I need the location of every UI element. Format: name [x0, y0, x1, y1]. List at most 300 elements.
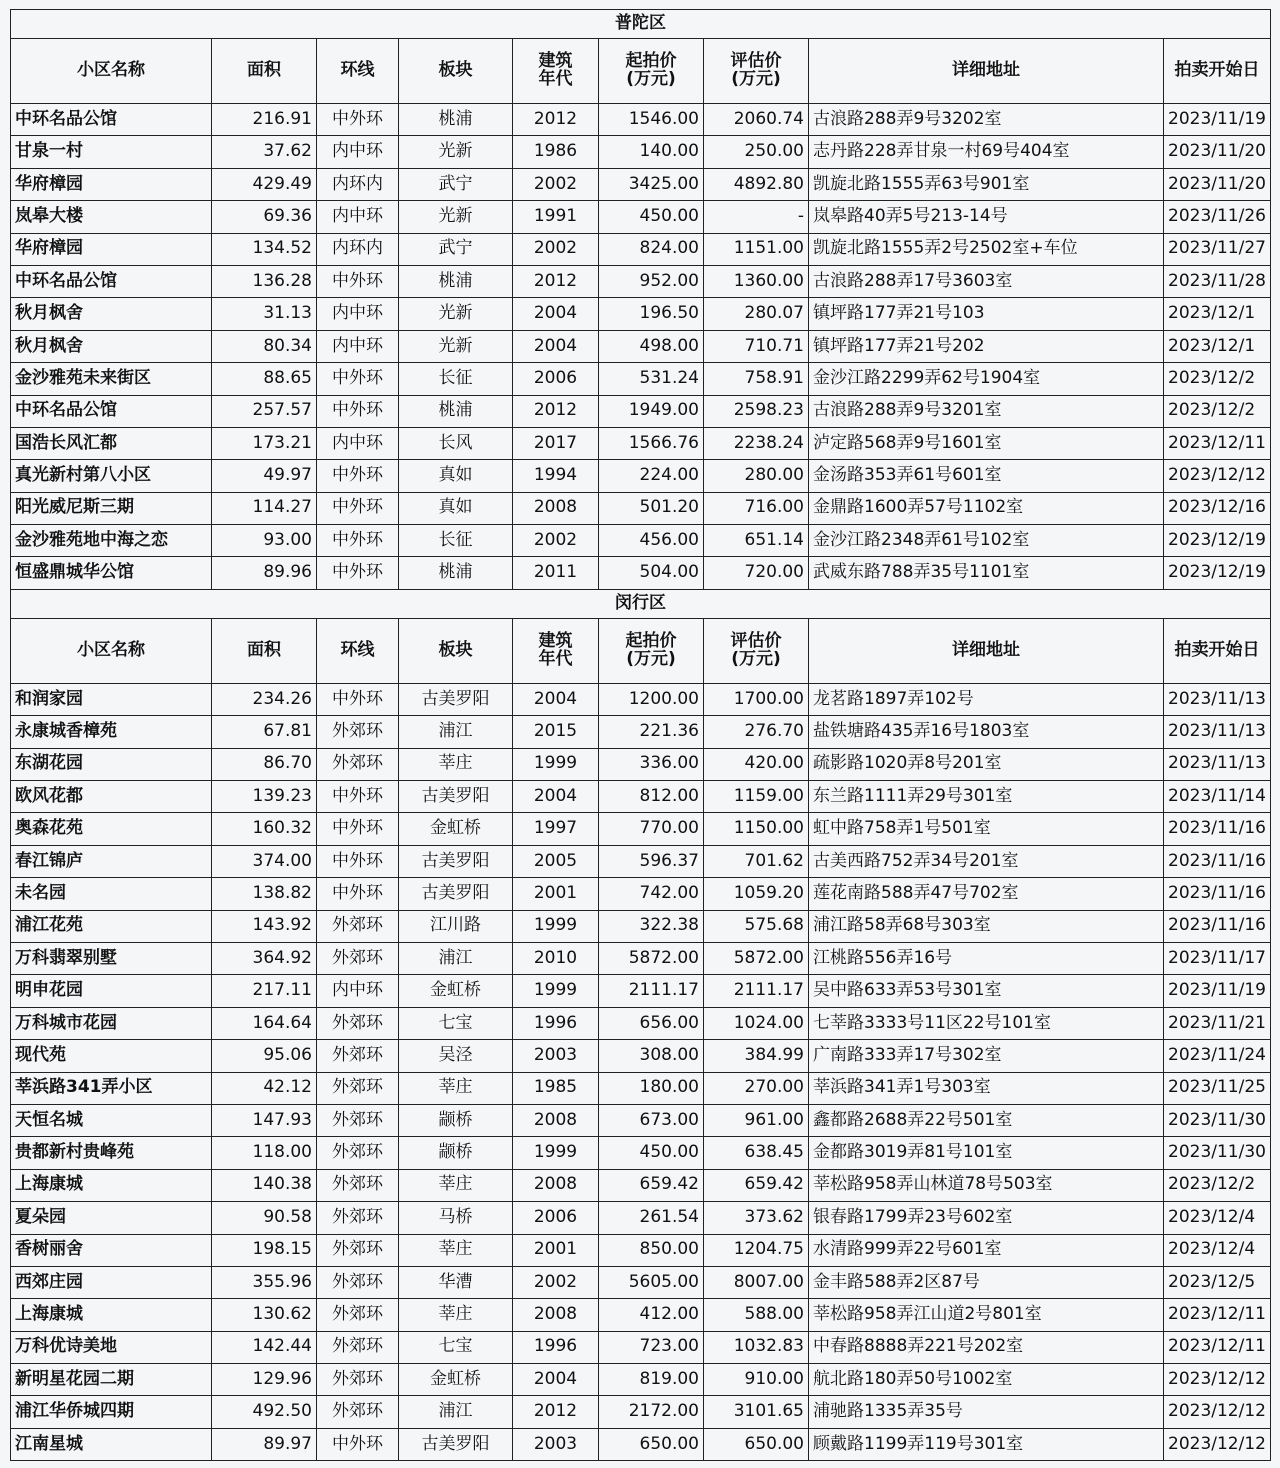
ring-road-cell: 中外环 [317, 265, 399, 297]
auction-start-date-cell: 2023/11/16 [1164, 910, 1271, 942]
address-cell: 金汤路353弄61号601室 [809, 460, 1164, 492]
sector-cell: 桃浦 [399, 557, 513, 589]
table-row [11, 330, 1271, 362]
build-year-cell: 2001 [513, 878, 599, 910]
community-name-cell: 现代苑 [11, 1040, 212, 1072]
build-year-cell: 2006 [513, 1202, 599, 1234]
sector-cell: 莘庄 [399, 748, 513, 780]
community-name-cell: 香树丽舍 [11, 1234, 212, 1266]
start-price-cell: 5605.00 [599, 1266, 704, 1298]
auction-start-date-cell: 2023/11/19 [1164, 975, 1271, 1007]
community-name-cell: 阳光威尼斯三期 [11, 492, 212, 524]
address-cell: 古浪路288弄9号3202室 [809, 104, 1164, 136]
appraisal-price-cell: 701.62 [704, 845, 809, 877]
auction-start-date-cell: 2023/11/16 [1164, 878, 1271, 910]
table-row [11, 1234, 1271, 1266]
sector-cell: 真如 [399, 492, 513, 524]
sector-cell: 浦江 [399, 716, 513, 748]
ring-road-cell: 外郊环 [317, 1169, 399, 1201]
auction-start-date-cell: 2023/12/12 [1164, 460, 1271, 492]
appraisal-price-cell: 720.00 [704, 557, 809, 589]
address-cell: 武威东路788弄35号1101室 [809, 557, 1164, 589]
area-cell: 492.50 [212, 1396, 317, 1428]
address-cell: 虹中路758弄1号501室 [809, 813, 1164, 845]
sector-cell: 莘庄 [399, 1169, 513, 1201]
area-cell: 374.00 [212, 845, 317, 877]
ring-road-cell: 中外环 [317, 781, 399, 813]
table-row [11, 557, 1271, 589]
community-name-cell: 贵都新村贵峰苑 [11, 1137, 212, 1169]
area-cell: 88.65 [212, 363, 317, 395]
sector-cell: 古美罗阳 [399, 845, 513, 877]
area-cell: 134.52 [212, 233, 317, 265]
start-price-cell: 770.00 [599, 813, 704, 845]
column-header-start-price: 起拍价 (万元) [599, 39, 704, 104]
build-year-cell: 2004 [513, 298, 599, 330]
start-price-cell: 261.54 [599, 1202, 704, 1234]
appraisal-price-cell: 280.07 [704, 298, 809, 330]
sector-cell: 吴泾 [399, 1040, 513, 1072]
sector-cell: 光新 [399, 330, 513, 362]
start-price-cell: 196.50 [599, 298, 704, 330]
community-name-cell: 欧风花都 [11, 781, 212, 813]
build-year-cell: 2002 [513, 168, 599, 200]
community-name-cell: 中环名品公馆 [11, 104, 212, 136]
column-header-sector: 板块 [399, 618, 513, 683]
ring-road-cell: 中外环 [317, 878, 399, 910]
ring-road-cell: 中外环 [317, 557, 399, 589]
column-header-community-name: 小区名称 [11, 39, 212, 104]
address-cell: 古浪路288弄17号3603室 [809, 265, 1164, 297]
table-row [11, 683, 1271, 715]
address-cell: 七莘路3333号11区22号101室 [809, 1007, 1164, 1039]
appraisal-price-cell: 961.00 [704, 1104, 809, 1136]
auction-start-date-cell: 2023/12/12 [1164, 1396, 1271, 1428]
table-row [11, 910, 1271, 942]
table-row [11, 1137, 1271, 1169]
ring-road-cell: 外郊环 [317, 716, 399, 748]
table-row [11, 1202, 1271, 1234]
sector-cell: 华漕 [399, 1266, 513, 1298]
build-year-cell: 2003 [513, 1040, 599, 1072]
build-year-cell: 1997 [513, 813, 599, 845]
table-row [11, 813, 1271, 845]
area-cell: 136.28 [212, 265, 317, 297]
start-price-cell: 650.00 [599, 1428, 704, 1460]
auction-listing-sheet [10, 9, 1270, 1461]
auction-start-date-cell: 2023/12/4 [1164, 1202, 1271, 1234]
auction-start-date-cell: 2023/11/17 [1164, 942, 1271, 974]
area-cell: 429.49 [212, 168, 317, 200]
start-price-cell: 673.00 [599, 1104, 704, 1136]
appraisal-price-cell: 2238.24 [704, 427, 809, 459]
address-cell: 金鼎路1600弄57号1102室 [809, 492, 1164, 524]
build-year-cell: 2003 [513, 1428, 599, 1460]
column-header-sector: 板块 [399, 39, 513, 104]
ring-road-cell: 外郊环 [317, 1364, 399, 1396]
community-name-cell: 和润家园 [11, 683, 212, 715]
start-price-cell: 1566.76 [599, 427, 704, 459]
address-cell: 金都路3019弄81号101室 [809, 1137, 1164, 1169]
address-cell: 广南路333弄17号302室 [809, 1040, 1164, 1072]
build-year-cell: 2012 [513, 104, 599, 136]
start-price-cell: 850.00 [599, 1234, 704, 1266]
area-cell: 89.96 [212, 557, 317, 589]
table-row [11, 1104, 1271, 1136]
community-name-cell: 中环名品公馆 [11, 395, 212, 427]
address-cell: 金沙江路2348弄61号102室 [809, 525, 1164, 557]
table-row [11, 1364, 1271, 1396]
community-name-cell: 未名园 [11, 878, 212, 910]
area-cell: 114.27 [212, 492, 317, 524]
auction-start-date-cell: 2023/11/19 [1164, 104, 1271, 136]
address-cell: 东兰路1111弄29号301室 [809, 781, 1164, 813]
address-cell: 莲花南路588弄47号702室 [809, 878, 1164, 910]
community-name-cell: 浦江花苑 [11, 910, 212, 942]
start-price-cell: 596.37 [599, 845, 704, 877]
area-cell: 31.13 [212, 298, 317, 330]
column-header-auction-start-date: 拍卖开始日 [1164, 618, 1271, 683]
table-row [11, 233, 1271, 265]
ring-road-cell: 中外环 [317, 395, 399, 427]
column-header-appraisal-price: 评估价 (万元) [704, 39, 809, 104]
start-price-cell: 456.00 [599, 525, 704, 557]
build-year-cell: 2010 [513, 942, 599, 974]
column-header-row [11, 39, 1271, 104]
sector-cell: 桃浦 [399, 104, 513, 136]
table-row [11, 1169, 1271, 1201]
address-cell: 顾戴路1199弄119号301室 [809, 1428, 1164, 1460]
area-cell: 80.34 [212, 330, 317, 362]
appraisal-price-cell: - [704, 201, 809, 233]
address-cell: 龙茗路1897弄102号 [809, 683, 1164, 715]
community-name-cell: 秋月枫舍 [11, 330, 212, 362]
appraisal-price-cell: 4892.80 [704, 168, 809, 200]
area-cell: 37.62 [212, 136, 317, 168]
address-cell: 泸定路568弄9号1601室 [809, 427, 1164, 459]
auction-start-date-cell: 2023/11/25 [1164, 1072, 1271, 1104]
ring-road-cell: 内中环 [317, 201, 399, 233]
build-year-cell: 2012 [513, 395, 599, 427]
address-cell: 镇坪路177弄21号202 [809, 330, 1164, 362]
appraisal-price-cell: 2598.23 [704, 395, 809, 427]
appraisal-price-cell: 8007.00 [704, 1266, 809, 1298]
appraisal-price-cell: 716.00 [704, 492, 809, 524]
address-cell: 古浪路288弄9号3201室 [809, 395, 1164, 427]
build-year-cell: 2012 [513, 1396, 599, 1428]
start-price-cell: 498.00 [599, 330, 704, 362]
ring-road-cell: 外郊环 [317, 1072, 399, 1104]
address-cell: 银春路1799弄23号602室 [809, 1202, 1164, 1234]
sector-cell: 江川路 [399, 910, 513, 942]
ring-road-cell: 外郊环 [317, 1202, 399, 1234]
sector-cell: 光新 [399, 201, 513, 233]
auction-start-date-cell: 2023/11/13 [1164, 716, 1271, 748]
start-price-cell: 221.36 [599, 716, 704, 748]
table-row [11, 1040, 1271, 1072]
community-name-cell: 金沙雅苑地中海之恋 [11, 525, 212, 557]
build-year-cell: 2002 [513, 525, 599, 557]
start-price-cell: 656.00 [599, 1007, 704, 1039]
address-cell: 鑫都路2688弄22号501室 [809, 1104, 1164, 1136]
sector-cell: 浦江 [399, 942, 513, 974]
table-row [11, 363, 1271, 395]
build-year-cell: 2002 [513, 1266, 599, 1298]
address-cell: 吴中路633弄53号301室 [809, 975, 1164, 1007]
ring-road-cell: 外郊环 [317, 1266, 399, 1298]
column-header-area: 面积 [212, 39, 317, 104]
address-cell: 岚皋路40弄5号213-14号 [809, 201, 1164, 233]
community-name-cell: 岚皋大楼 [11, 201, 212, 233]
address-cell: 古美西路752弄34号201室 [809, 845, 1164, 877]
ring-road-cell: 内环内 [317, 233, 399, 265]
build-year-cell: 2012 [513, 265, 599, 297]
ring-road-cell: 内中环 [317, 330, 399, 362]
sector-cell: 古美罗阳 [399, 683, 513, 715]
area-cell: 67.81 [212, 716, 317, 748]
sector-cell: 长征 [399, 363, 513, 395]
address-cell: 盐铁塘路435弄16号1803室 [809, 716, 1164, 748]
start-price-cell: 180.00 [599, 1072, 704, 1104]
area-cell: 147.93 [212, 1104, 317, 1136]
auction-start-date-cell: 2023/12/16 [1164, 492, 1271, 524]
community-name-cell: 上海康城 [11, 1169, 212, 1201]
table-row [11, 1072, 1271, 1104]
community-name-cell: 莘浜路341弄小区 [11, 1072, 212, 1104]
build-year-cell: 2005 [513, 845, 599, 877]
area-cell: 139.23 [212, 781, 317, 813]
appraisal-price-cell: 250.00 [704, 136, 809, 168]
appraisal-price-cell: 650.00 [704, 1428, 809, 1460]
appraisal-price-cell: 1150.00 [704, 813, 809, 845]
build-year-cell: 2008 [513, 492, 599, 524]
auction-start-date-cell: 2023/11/26 [1164, 201, 1271, 233]
build-year-cell: 2004 [513, 781, 599, 813]
ring-road-cell: 外郊环 [317, 1396, 399, 1428]
column-header-start-price: 起拍价 (万元) [599, 618, 704, 683]
sector-cell: 光新 [399, 136, 513, 168]
appraisal-price-cell: 651.14 [704, 525, 809, 557]
appraisal-price-cell: 373.62 [704, 1202, 809, 1234]
table-row [11, 878, 1271, 910]
ring-road-cell: 内中环 [317, 298, 399, 330]
table-row [11, 265, 1271, 297]
auction-start-date-cell: 2023/12/12 [1164, 1364, 1271, 1396]
community-name-cell: 真光新村第八小区 [11, 460, 212, 492]
auction-start-date-cell: 2023/12/19 [1164, 525, 1271, 557]
appraisal-price-cell: 758.91 [704, 363, 809, 395]
start-price-cell: 952.00 [599, 265, 704, 297]
appraisal-price-cell: 3101.65 [704, 1396, 809, 1428]
appraisal-price-cell: 710.71 [704, 330, 809, 362]
auction-start-date-cell: 2023/11/16 [1164, 845, 1271, 877]
ring-road-cell: 内中环 [317, 427, 399, 459]
start-price-cell: 723.00 [599, 1331, 704, 1363]
appraisal-price-cell: 2060.74 [704, 104, 809, 136]
appraisal-price-cell: 270.00 [704, 1072, 809, 1104]
build-year-cell: 2006 [513, 363, 599, 395]
sector-cell: 浦江 [399, 1396, 513, 1428]
build-year-cell: 1994 [513, 460, 599, 492]
table-row [11, 975, 1271, 1007]
sector-cell: 金虹桥 [399, 975, 513, 1007]
start-price-cell: 819.00 [599, 1364, 704, 1396]
appraisal-price-cell: 1151.00 [704, 233, 809, 265]
area-cell: 118.00 [212, 1137, 317, 1169]
auction-start-date-cell: 2023/12/4 [1164, 1234, 1271, 1266]
start-price-cell: 322.38 [599, 910, 704, 942]
start-price-cell: 2111.17 [599, 975, 704, 1007]
sector-cell: 金虹桥 [399, 813, 513, 845]
auction-start-date-cell: 2023/11/16 [1164, 813, 1271, 845]
auction-start-date-cell: 2023/12/11 [1164, 427, 1271, 459]
address-cell: 凯旋北路1555弄2号2502室+车位 [809, 233, 1164, 265]
auction-start-date-cell: 2023/11/20 [1164, 168, 1271, 200]
area-cell: 143.92 [212, 910, 317, 942]
auction-start-date-cell: 2023/12/19 [1164, 557, 1271, 589]
area-cell: 69.36 [212, 201, 317, 233]
start-price-cell: 5872.00 [599, 942, 704, 974]
table-row [11, 1428, 1271, 1460]
area-cell: 164.64 [212, 1007, 317, 1039]
auction-start-date-cell: 2023/12/2 [1164, 1169, 1271, 1201]
community-name-cell: 夏朵园 [11, 1202, 212, 1234]
community-name-cell: 西郊庄园 [11, 1266, 212, 1298]
community-name-cell: 东湖花园 [11, 748, 212, 780]
address-cell: 金丰路588弄2区87号 [809, 1266, 1164, 1298]
start-price-cell: 450.00 [599, 1137, 704, 1169]
table-row [11, 136, 1271, 168]
table-row [11, 942, 1271, 974]
ring-road-cell: 中外环 [317, 1428, 399, 1460]
ring-road-cell: 中外环 [317, 492, 399, 524]
appraisal-price-cell: 588.00 [704, 1299, 809, 1331]
region-title: 普陀区 [11, 10, 1271, 39]
community-name-cell: 江南星城 [11, 1428, 212, 1460]
column-header-build-year: 建筑 年代 [513, 39, 599, 104]
area-cell: 355.96 [212, 1266, 317, 1298]
ring-road-cell: 外郊环 [317, 1234, 399, 1266]
auction-start-date-cell: 2023/12/1 [1164, 330, 1271, 362]
table-row [11, 748, 1271, 780]
sector-cell: 长征 [399, 525, 513, 557]
start-price-cell: 450.00 [599, 201, 704, 233]
area-cell: 86.70 [212, 748, 317, 780]
appraisal-price-cell: 5872.00 [704, 942, 809, 974]
build-year-cell: 2017 [513, 427, 599, 459]
community-name-cell: 天恒名城 [11, 1104, 212, 1136]
area-cell: 142.44 [212, 1331, 317, 1363]
address-cell: 航北路180弄50号1002室 [809, 1364, 1164, 1396]
ring-road-cell: 中外环 [317, 845, 399, 877]
area-cell: 95.06 [212, 1040, 317, 1072]
auction-start-date-cell: 2023/12/5 [1164, 1266, 1271, 1298]
build-year-cell: 2015 [513, 716, 599, 748]
auction-start-date-cell: 2023/12/11 [1164, 1299, 1271, 1331]
column-header-build-year: 建筑 年代 [513, 618, 599, 683]
sector-cell: 莘庄 [399, 1234, 513, 1266]
auction-start-date-cell: 2023/11/27 [1164, 233, 1271, 265]
table-row [11, 1299, 1271, 1331]
auction-start-date-cell: 2023/12/11 [1164, 1331, 1271, 1363]
start-price-cell: 824.00 [599, 233, 704, 265]
auction-start-date-cell: 2023/12/1 [1164, 298, 1271, 330]
sector-cell: 古美罗阳 [399, 1428, 513, 1460]
appraisal-price-cell: 1159.00 [704, 781, 809, 813]
table-row [11, 781, 1271, 813]
community-name-cell: 万科翡翠别墅 [11, 942, 212, 974]
sector-cell: 颛桥 [399, 1104, 513, 1136]
start-price-cell: 336.00 [599, 748, 704, 780]
build-year-cell: 2011 [513, 557, 599, 589]
column-header-appraisal-price: 评估价 (万元) [704, 618, 809, 683]
area-cell: 257.57 [212, 395, 317, 427]
build-year-cell: 1999 [513, 748, 599, 780]
ring-road-cell: 中外环 [317, 363, 399, 395]
sector-cell: 桃浦 [399, 265, 513, 297]
area-cell: 234.26 [212, 683, 317, 715]
start-price-cell: 812.00 [599, 781, 704, 813]
start-price-cell: 1546.00 [599, 104, 704, 136]
address-cell: 镇坪路177弄21号103 [809, 298, 1164, 330]
start-price-cell: 742.00 [599, 878, 704, 910]
build-year-cell: 2002 [513, 233, 599, 265]
start-price-cell: 308.00 [599, 1040, 704, 1072]
address-cell: 莘松路958弄江山道2号801室 [809, 1299, 1164, 1331]
table-row [11, 1007, 1271, 1039]
table-row [11, 716, 1271, 748]
sector-cell: 马桥 [399, 1202, 513, 1234]
appraisal-price-cell: 1032.83 [704, 1331, 809, 1363]
community-name-cell: 新明星花园二期 [11, 1364, 212, 1396]
area-cell: 173.21 [212, 427, 317, 459]
sector-cell: 莘庄 [399, 1299, 513, 1331]
build-year-cell: 1999 [513, 1137, 599, 1169]
area-cell: 49.97 [212, 460, 317, 492]
address-cell: 金沙江路2299弄62号1904室 [809, 363, 1164, 395]
area-cell: 90.58 [212, 1202, 317, 1234]
auction-start-date-cell: 2023/11/13 [1164, 748, 1271, 780]
community-name-cell: 浦江华侨城四期 [11, 1396, 212, 1428]
sector-cell: 七宝 [399, 1007, 513, 1039]
start-price-cell: 531.24 [599, 363, 704, 395]
table-row [11, 1266, 1271, 1298]
auction-table [10, 9, 1271, 1461]
sector-cell: 真如 [399, 460, 513, 492]
ring-road-cell: 中外环 [317, 683, 399, 715]
auction-start-date-cell: 2023/11/30 [1164, 1104, 1271, 1136]
area-cell: 138.82 [212, 878, 317, 910]
ring-road-cell: 中外环 [317, 460, 399, 492]
table-row [11, 201, 1271, 233]
area-cell: 198.15 [212, 1234, 317, 1266]
auction-start-date-cell: 2023/11/28 [1164, 265, 1271, 297]
start-price-cell: 659.42 [599, 1169, 704, 1201]
start-price-cell: 1200.00 [599, 683, 704, 715]
table-row [11, 298, 1271, 330]
table-row [11, 492, 1271, 524]
address-cell: 浦驰路1335弄35号 [809, 1396, 1164, 1428]
start-price-cell: 1949.00 [599, 395, 704, 427]
start-price-cell: 224.00 [599, 460, 704, 492]
build-year-cell: 2008 [513, 1169, 599, 1201]
appraisal-price-cell: 2111.17 [704, 975, 809, 1007]
address-cell: 中春路8888弄221号202室 [809, 1331, 1164, 1363]
address-cell: 疏影路1020弄8号201室 [809, 748, 1164, 780]
auction-start-date-cell: 2023/12/2 [1164, 395, 1271, 427]
address-cell: 水清路999弄22号601室 [809, 1234, 1164, 1266]
appraisal-price-cell: 659.42 [704, 1169, 809, 1201]
